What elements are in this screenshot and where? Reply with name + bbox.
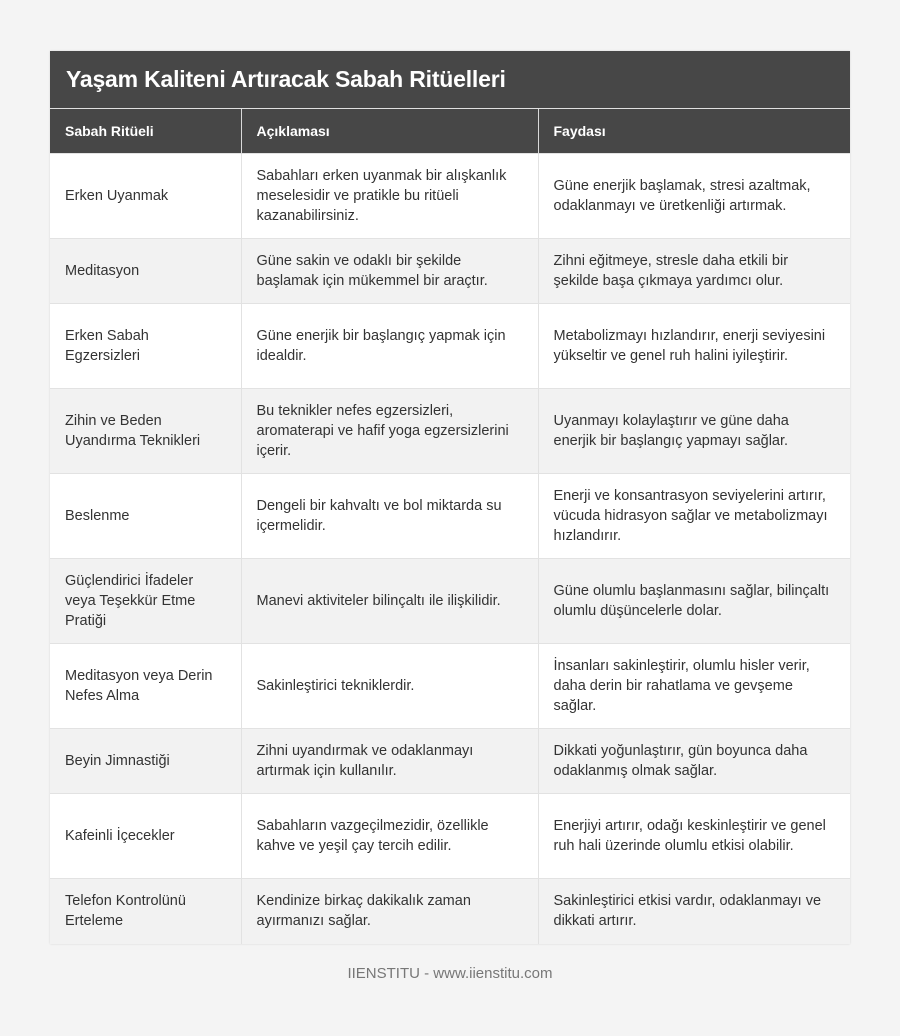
table-header-row <box>50 109 850 154</box>
column-header-benefit: Faydası <box>538 109 850 154</box>
cell-benefit: Zihni eğitmeye, stresle daha etkili bir şekilde başa çıkmaya yardımcı olur. <box>538 239 850 304</box>
cell-description: Dengeli bir kahvaltı ve bol miktarda su içermelidir. <box>241 474 538 559</box>
cell-description: Kendinize birkaç dakikalık zaman ayırmanızı sağlar. <box>241 879 538 944</box>
cell-benefit: Güne enerjik başlamak, stresi azaltmak, odaklanmayı ve üretkenliği artırmak. <box>538 154 850 239</box>
table-card <box>50 51 850 944</box>
cell-ritual: Beslenme <box>50 474 241 559</box>
table-row <box>50 474 850 559</box>
cell-benefit: Enerjiyi artırır, odağı keskinleştirir ve genel ruh hali üzerinde olumlu etkisi olabilir. <box>538 794 850 879</box>
cell-ritual: Meditasyon <box>50 239 241 304</box>
cell-description: Bu teknikler nefes egzersizleri, aromaterapi ve hafif yoga egzersizlerini içerir. <box>241 389 538 474</box>
cell-benefit: Sakinleştirici etkisi vardır, odaklanmayı ve dikkati artırır. <box>538 879 850 944</box>
cell-ritual: Erken Sabah Egzersizleri <box>50 304 241 389</box>
cell-ritual: Beyin Jimnastiği <box>50 729 241 794</box>
cell-ritual: Erken Uyanmak <box>50 154 241 239</box>
cell-description: Güne enerjik bir başlangıç yapmak için idealdir. <box>241 304 538 389</box>
table-row <box>50 559 850 644</box>
cell-benefit: Uyanmayı kolaylaştırır ve güne daha enerjik bir başlangıç yapmayı sağlar. <box>538 389 850 474</box>
column-header-ritual: Sabah Ritüeli <box>50 109 241 154</box>
cell-description: Sabahların vazgeçilmezidir, özellikle kahve ve yeşil çay tercih edilir. <box>241 794 538 879</box>
cell-description: Manevi aktiviteler bilinçaltı ile ilişkilidir. <box>241 559 538 644</box>
table-row <box>50 239 850 304</box>
table-row <box>50 304 850 389</box>
cell-description: Zihni uyandırmak ve odaklanmayı artırmak için kullanılır. <box>241 729 538 794</box>
column-header-description: Açıklaması <box>241 109 538 154</box>
footer-credit: IIENSTITU - www.iienstitu.com <box>347 965 553 982</box>
cell-description: Sabahları erken uyanmak bir alışkanlık meselesidir ve pratikle bu ritüeli kazanabilirsiniz. <box>241 154 538 239</box>
cell-benefit: Metabolizmayı hızlandırır, enerji seviyesini yükseltir ve genel ruh halini iyileştirir. <box>538 304 850 389</box>
title-bar <box>50 51 850 109</box>
cell-ritual: Kafeinli İçecekler <box>50 794 241 879</box>
table-row <box>50 794 850 879</box>
table-row <box>50 389 850 474</box>
cell-description: Sakinleştirici tekniklerdir. <box>241 644 538 729</box>
table-row <box>50 154 850 239</box>
cell-ritual: Güçlendirici İfadeler veya Teşekkür Etme Pratiği <box>50 559 241 644</box>
cell-ritual: Zihin ve Beden Uyandırma Teknikleri <box>50 389 241 474</box>
cell-benefit: İnsanları sakinleştirir, olumlu hisler verir, daha derin bir rahatlama ve gevşeme sağlar. <box>538 644 850 729</box>
table-row <box>50 644 850 729</box>
table-row <box>50 729 850 794</box>
cell-ritual: Telefon Kontrolünü Erteleme <box>50 879 241 944</box>
cell-description: Güne sakin ve odaklı bir şekilde başlamak için mükemmel bir araçtır. <box>241 239 538 304</box>
page-title: Yaşam Kaliteni Artıracak Sabah Ritüelleri <box>66 66 506 92</box>
cell-benefit: Enerji ve konsantrasyon seviyelerini artırır, vücuda hidrasyon sağlar ve metabolizmayı hızlandırır. <box>538 474 850 559</box>
table-row <box>50 879 850 944</box>
cell-ritual: Meditasyon veya Derin Nefes Alma <box>50 644 241 729</box>
cell-benefit: Güne olumlu başlanmasını sağlar, bilinçaltı olumlu düşüncelerle dolar. <box>538 559 850 644</box>
cell-benefit: Dikkati yoğunlaştırır, gün boyunca daha odaklanmış olmak sağlar. <box>538 729 850 794</box>
rituals-table <box>50 109 850 944</box>
